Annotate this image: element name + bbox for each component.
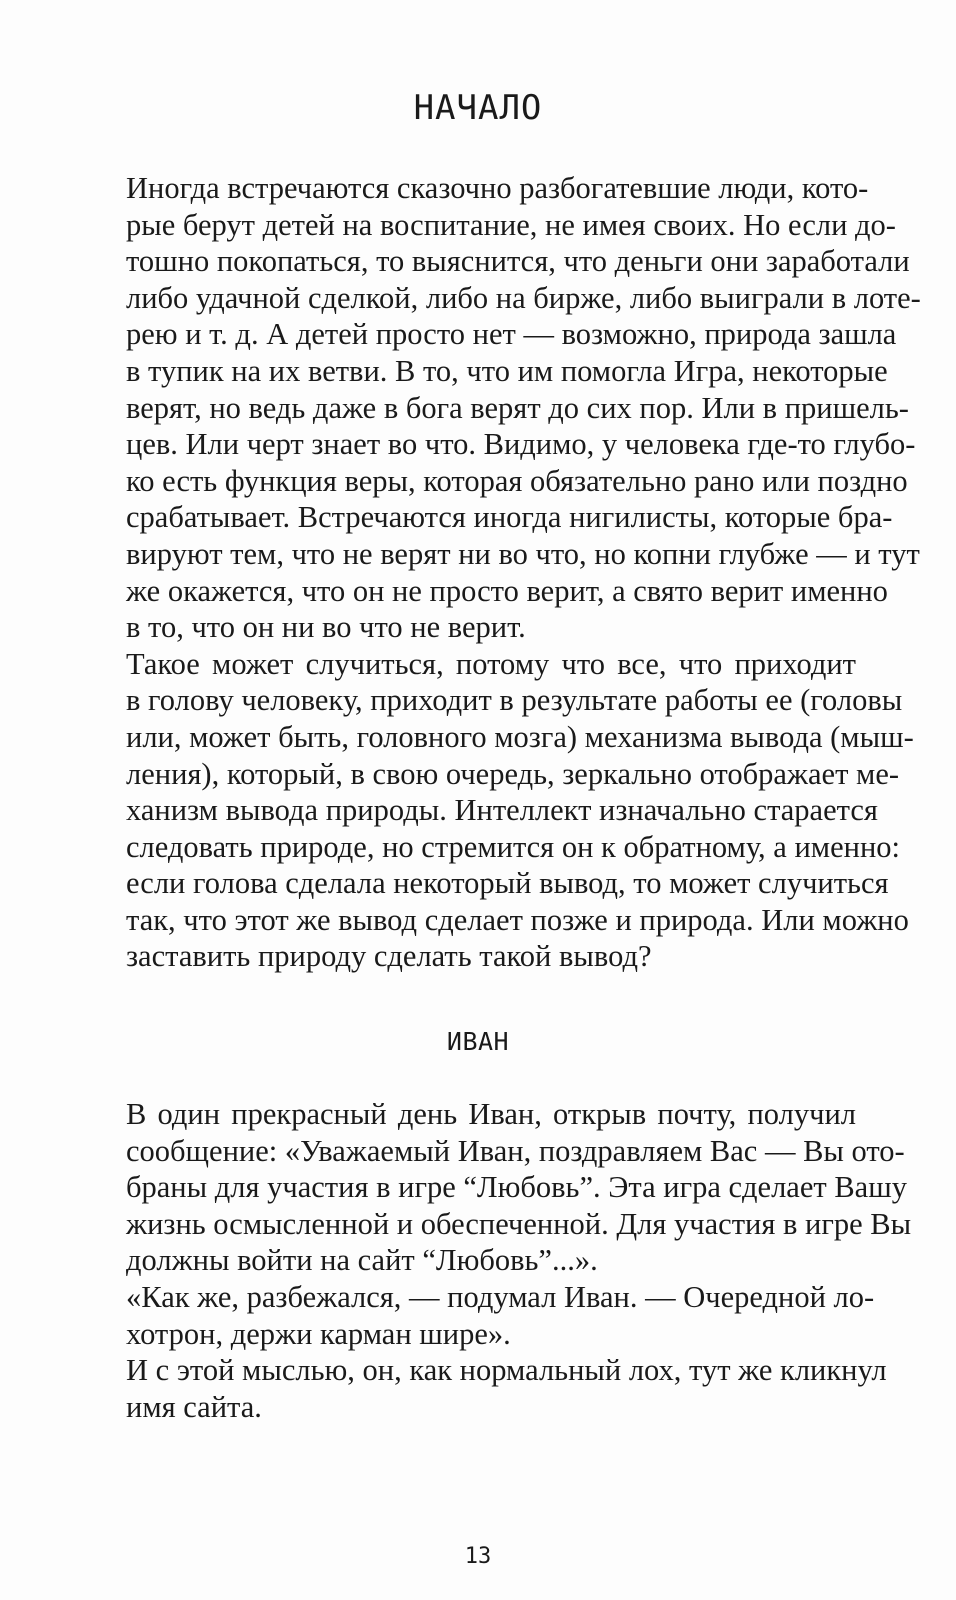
text-line: ления), который, в свою очередь, зеркально отображает ме- — [126, 756, 900, 791]
text-line: жизнь осмысленной и обеспеченной. Для участия в игре Вы — [126, 1206, 912, 1241]
text-line: «Как же, разбежался, — подумал Иван. — Очередной ло- — [126, 1279, 875, 1314]
text-line: имя сайта. — [126, 1389, 262, 1424]
text-line: браны для участия в игре “Любовь”. Эта игра сделает Вашу — [126, 1170, 907, 1205]
section-title: ИВАН — [446, 1027, 510, 1056]
text-line: цев. Или черт знает во что. Видимо, у человека где-то глубо- — [126, 427, 916, 462]
paragraph — [88, 1096, 912, 1279]
text-line: хотрон, держи карман шире». — [126, 1316, 511, 1351]
text-line: сообщение: «Уважаемый Иван, поздравляем Вас — Вы ото- — [126, 1133, 905, 1168]
paragraph — [88, 1352, 887, 1425]
text-line: верят, но ведь даже в бога верят до сих пор. Или в пришель- — [126, 390, 909, 425]
intro-text — [88, 170, 921, 975]
text-line: рею и т. д. А детей просто нет — возможно, природа зашла — [126, 317, 897, 352]
text-line: ко есть функция веры, которая обязательно рано или поздно — [126, 463, 908, 498]
text-line: срабатывает. Встречаются иногда нигилисты, которые бра- — [126, 500, 893, 535]
text-line: ханизм вывода природы. Интеллект изначально старается — [126, 793, 878, 828]
text-line: в тупик на их ветви. В то, что им помогла Игра, некоторые — [126, 353, 888, 388]
text-line: или, может быть, головного мозга) механизма вывода (мыш- — [126, 719, 914, 754]
chapter-title: НАЧАЛО — [413, 88, 543, 128]
text-line: В один прекрасный день Иван, открыв почту, получил — [126, 1097, 856, 1131]
text-line: И с этой мыслью, он, как нормальный лох, тут же кликнул — [126, 1353, 887, 1388]
paragraph — [88, 1279, 875, 1352]
paragraph — [88, 646, 914, 975]
text-line: если голова сделала некоторый вывод, то может случиться — [126, 866, 889, 901]
page-number: 13 — [464, 1544, 492, 1569]
text-line: следовать природе, но стремится он к обратному, а именно: — [126, 829, 900, 864]
text-line: же окажется, что он не просто верит, а свято верит именно — [126, 573, 888, 608]
ivan-text — [88, 1096, 912, 1425]
text-line: вируют тем, что не верят ни во что, но копни глубже — и тут — [126, 536, 920, 571]
text-line: должны войти на сайт “Любовь”...». — [126, 1243, 598, 1278]
text-line: так, что этот же вывод сделает позже и природа. Или можно — [126, 902, 909, 937]
text-line: Иногда встречаются сказочно разбогатевшие люди, кото- — [126, 171, 869, 205]
text-line: рые берут детей на воспитание, не имея своих. Но если до- — [126, 207, 896, 242]
text-line: в то, что он ни во что не верит. — [126, 610, 526, 645]
text-line: тошно покопаться, то выяснится, что деньги они заработали — [126, 244, 910, 279]
text-line: Такое может случиться, потому что все, что приходит — [126, 646, 856, 681]
text-line: либо удачной сделкой, либо на бирже, либо выиграли в лоте- — [126, 280, 921, 315]
paragraph — [88, 170, 921, 646]
text-line: заставить природу сделать такой вывод? — [126, 939, 652, 974]
text-line: в голову человеку, приходит в результате работы ее (головы — [126, 683, 903, 718]
